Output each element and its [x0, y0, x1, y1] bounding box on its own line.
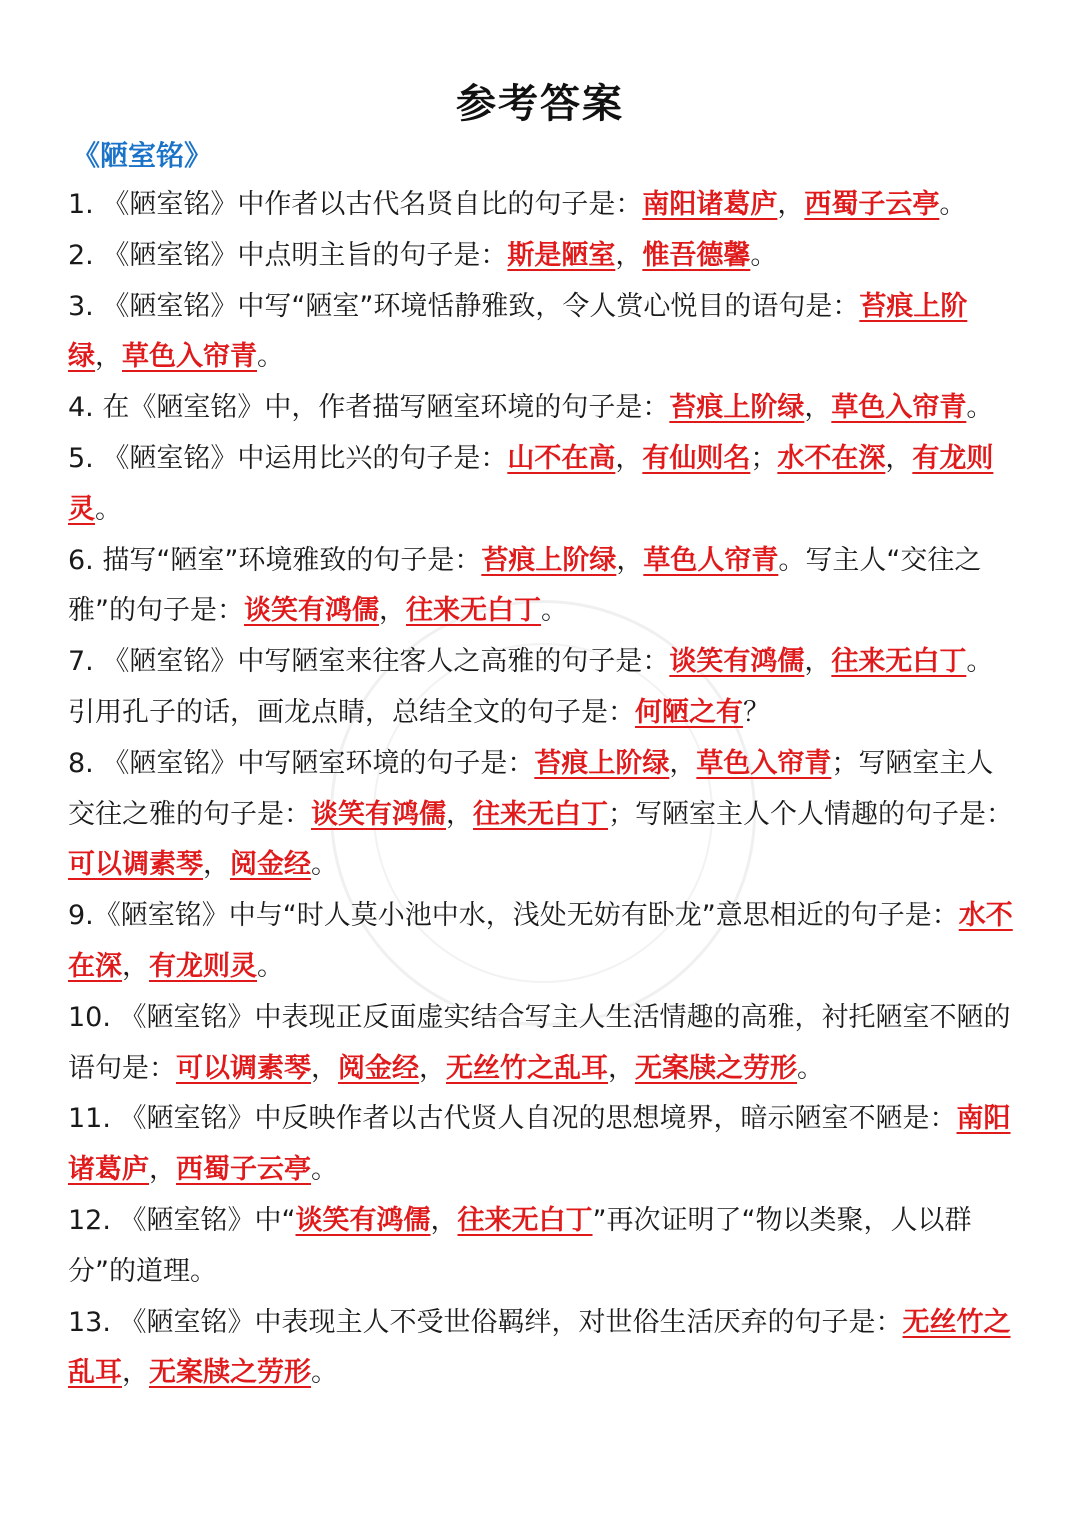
- question-text: 1. 《陋室铭》中作者以古代名贤自比的句子是：: [68, 189, 643, 220]
- answer-text: 西蜀子云亭: [804, 189, 940, 220]
- answer-text: 苔痕上阶绿: [669, 392, 805, 424]
- page-title: 参考答案: [456, 81, 624, 127]
- question-text: ，: [804, 646, 832, 678]
- question-text: 。: [541, 595, 568, 627]
- answer-text: 往来无白丁: [831, 646, 967, 678]
- answer-text: 谈笑有鸿儒: [311, 798, 446, 830]
- question-text: ，: [608, 1052, 635, 1084]
- answer-text: 南阳诸葛庐: [642, 189, 778, 220]
- question-text: 6. 描写“陋室”环境雅致的句子是：: [68, 544, 482, 576]
- question-text: ”再次证明了“物以类聚，人以群分”的道理。: [68, 1204, 972, 1287]
- answer-text: 草色入帘青: [831, 392, 967, 424]
- question-text: 。引用孔子的话，画龙点睛，总结全文的句子是：: [68, 646, 994, 728]
- question-text: 。: [311, 849, 338, 881]
- answer-text: 无案牍之劳形: [635, 1052, 797, 1084]
- question-text: ，: [446, 798, 473, 830]
- answer-text: 苔痕上阶绿: [534, 747, 670, 779]
- answer-text: 草色入帘青: [122, 341, 257, 373]
- question-text: ；写陋室主人个人情趣的句子是：: [608, 798, 1013, 830]
- answer-list: [68, 180, 1014, 1399]
- answer-text: 苔痕上阶绿: [481, 544, 617, 576]
- answer-text: 谈笑有鸿儒: [244, 595, 379, 627]
- answer-text: 南阳诸葛庐: [68, 1103, 1011, 1186]
- answer-item: [68, 637, 1014, 739]
- question-text: ，: [379, 595, 406, 627]
- question-text: 。: [939, 189, 967, 220]
- question-text: 。: [257, 950, 284, 982]
- answer-text: 西蜀子云亭: [176, 1154, 311, 1186]
- answer-text: 斯是陋室: [507, 239, 616, 271]
- answer-text: 往来无白丁: [473, 798, 608, 830]
- answer-text: 草色入帘青: [696, 747, 832, 779]
- answer-text: 水不在深: [68, 900, 1013, 982]
- question-text: ，: [616, 544, 644, 576]
- question-text: 4. 在《陋室铭》中，作者描写陋室环境的句子是：: [68, 392, 670, 424]
- question-text: ，: [430, 1204, 458, 1236]
- question-text: ，: [885, 442, 913, 474]
- answer-text: 有仙则名: [642, 442, 751, 474]
- question-text: 。: [95, 493, 122, 525]
- question-text: ，: [419, 1052, 446, 1084]
- question-text: 5. 《陋室铭》中运用比兴的句子是：: [68, 442, 508, 474]
- answer-text: 惟吾德馨: [642, 239, 751, 271]
- answer-item: [68, 739, 1014, 891]
- answer-text: 何陋之有: [635, 696, 743, 728]
- answer-text: 山不在高: [507, 442, 616, 474]
- answer-text: 无丝竹之乱耳: [68, 1306, 1011, 1389]
- question-text: ；写陋室主人交往之雅的句子是：: [68, 747, 994, 830]
- answer-text: 往来无白丁: [457, 1204, 593, 1236]
- question-text: 7. 《陋室铭》中写陋室来往客人之高雅的句子是：: [68, 646, 670, 678]
- question-text: 。: [311, 1154, 338, 1186]
- answer-item: [68, 993, 1014, 1095]
- answer-text: 水不在深: [777, 442, 886, 474]
- question-text: ，: [669, 747, 697, 779]
- answer-item: [68, 383, 1014, 434]
- question-text: 。写主人“交往之雅”的句子是：: [68, 544, 982, 627]
- answer-text: 有龙则灵: [149, 950, 257, 982]
- question-text: 3. 《陋室铭》中写“陋室”环境恬静雅致，令人赏心悦目的语句是：: [68, 290, 860, 322]
- answer-text: 谈笑有鸿儒: [669, 646, 805, 678]
- question-text: 9.《陋室铭》中与“时人莫小池中水，浅处无妨有卧龙”意思相近的句子是：: [68, 900, 959, 932]
- question-text: ，: [203, 849, 230, 881]
- question-text: ，: [777, 189, 805, 220]
- answer-item: [68, 891, 1014, 993]
- question-text: ，: [311, 1052, 338, 1084]
- answer-text: 无丝竹之乱耳: [446, 1052, 608, 1084]
- answer-text: 可以调素琴: [68, 849, 203, 881]
- question-text: ？: [743, 696, 770, 728]
- question-text: ，: [95, 341, 122, 373]
- answer-item: [68, 282, 1014, 384]
- answer-item: [68, 1094, 1014, 1196]
- answer-text: 无案牍之劳形: [149, 1357, 311, 1389]
- question-text: 12. 《陋室铭》中“: [68, 1204, 296, 1236]
- question-text: ，: [615, 239, 643, 271]
- question-text: ；: [750, 442, 778, 474]
- question-text: 11. 《陋室铭》中反映作者以古代贤人自况的思想境界，暗示陋室不陋是：: [68, 1103, 957, 1135]
- section-heading: 《陋室铭》: [72, 139, 213, 172]
- answer-text: 有龙则灵: [68, 442, 994, 525]
- answer-item: [68, 180, 1014, 231]
- answer-text: 阅金经: [230, 849, 311, 881]
- question-text: ，: [804, 392, 832, 424]
- answer-text: 苔痕上阶绿: [68, 290, 968, 373]
- question-text: 。: [311, 1357, 338, 1389]
- question-text: 。: [966, 392, 994, 424]
- question-text: 。: [797, 1052, 824, 1084]
- question-text: 。: [750, 239, 778, 271]
- question-text: 。: [257, 341, 284, 373]
- answer-text: 往来无白丁: [406, 595, 541, 627]
- question-text: ，: [615, 442, 643, 474]
- answer-item: [68, 231, 1014, 282]
- question-text: ，: [149, 1154, 176, 1186]
- question-text: ，: [122, 950, 149, 982]
- answer-item: [68, 536, 1014, 638]
- question-text: 8. 《陋室铭》中写陋室环境的句子是：: [68, 747, 535, 779]
- question-text: 2. 《陋室铭》中点明主旨的句子是：: [68, 239, 508, 271]
- question-text: 10. 《陋室铭》中表现正反面虚实结合写主人生活情趣的高雅，衬托陋室不陋的语句是：: [68, 1001, 1011, 1084]
- question-text: 13. 《陋室铭》中表现主人不受世俗羁绊，对世俗生活厌弃的句子是：: [68, 1306, 903, 1338]
- answer-text: 草色人帘青: [643, 544, 779, 576]
- answer-text: 谈笑有鸿儒: [295, 1204, 431, 1236]
- answer-text: 阅金经: [338, 1052, 419, 1084]
- question-text: ，: [122, 1357, 149, 1389]
- answer-text: 可以调素琴: [176, 1052, 311, 1084]
- answer-item: [68, 1298, 1014, 1400]
- answer-item: [68, 1196, 1014, 1298]
- answer-item: [68, 434, 1014, 536]
